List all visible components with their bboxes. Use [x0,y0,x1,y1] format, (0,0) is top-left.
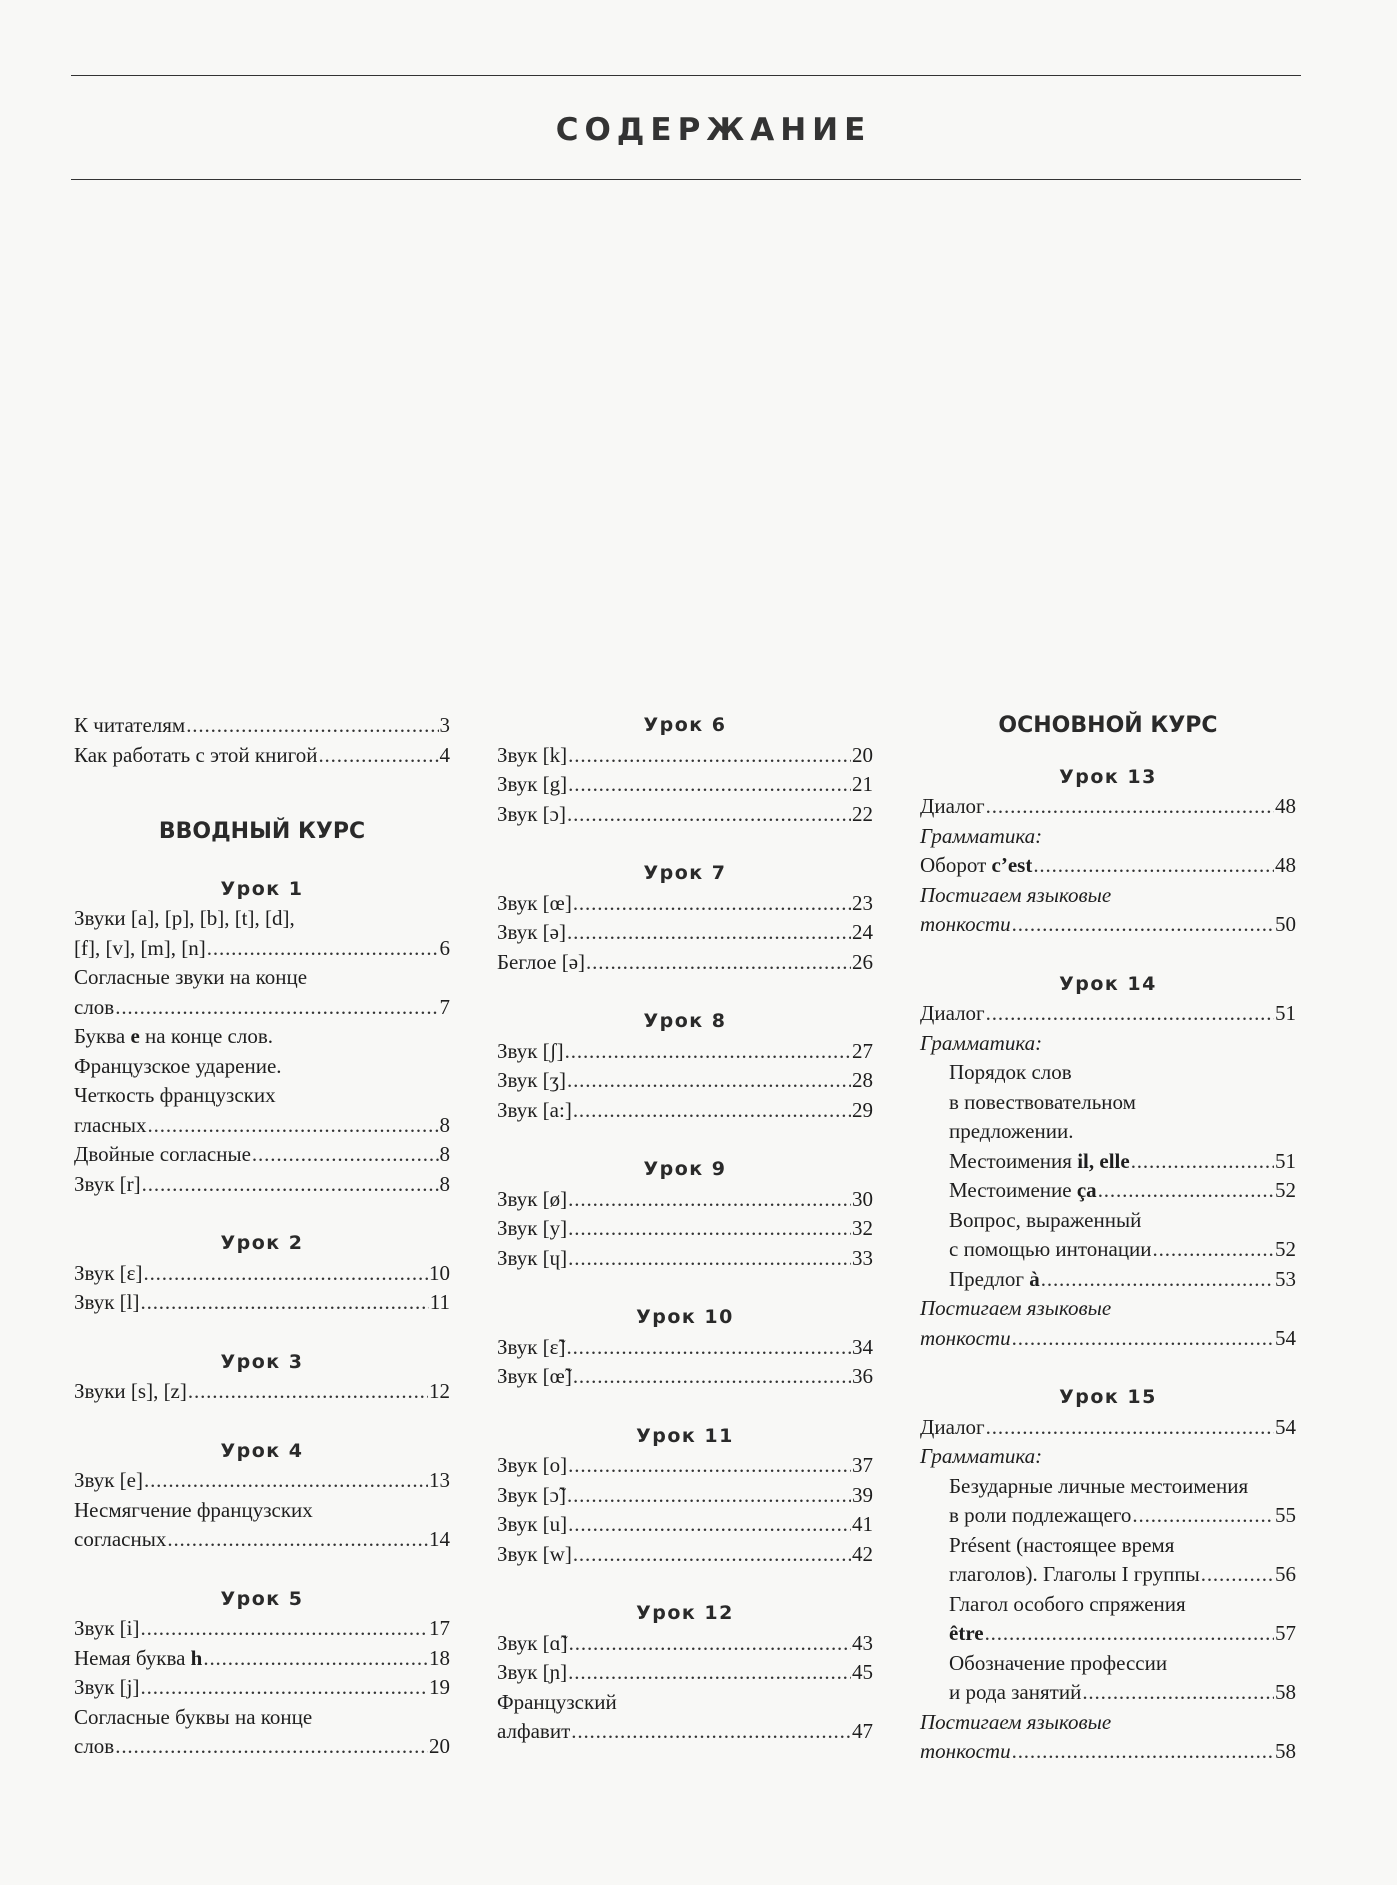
toc-entry[interactable]: К читателям . . . 3 [74,711,450,741]
toc-text: Постигаем языковые [920,882,1112,907]
toc-entry[interactable]: Звук [w] . . . 42 [497,1540,873,1570]
toc-entry[interactable]: слов . . . 7 [74,993,450,1023]
toc-entry[interactable]: Звук [r] . . . 8 [74,1170,450,1200]
toc-entry[interactable]: Беглое [ə] . . . 26 [497,948,873,978]
toc-entry[interactable]: глаголов). Глаголы I группы . . . 56 [920,1560,1296,1590]
toc-text: Четкость французских [74,1083,276,1107]
toc-text: Présent (настоящее время [949,1532,1175,1557]
toc-entry[interactable]: Оборот c’est . . . 48 [920,851,1296,881]
toc-entry[interactable]: Звук [j] . . . 19 [74,1673,450,1703]
toc-text: Несмягчение французских [74,1497,313,1522]
grammar-label: Грамматика: [920,1444,1043,1468]
toc-text: Порядок слов [949,1060,1072,1084]
toc-text: Постигаем языковые [920,1296,1112,1320]
toc-entry[interactable]: Звук [ɔ] . . . 22 [497,800,873,830]
toc-entry[interactable]: Звук [u] . . . 41 [497,1510,873,1540]
toc-entry[interactable]: в роли подлежащего . . . 55 [920,1501,1296,1531]
page-title: СОДЕРЖАНИЕ [555,112,872,148]
toc-text: Согласные звуки на конце [74,965,308,989]
toc-entry[interactable]: être . . . 57 [920,1619,1296,1649]
lesson-heading: Урок 1 [220,877,304,900]
toc-text: Буква e на конце слов. [74,1024,273,1048]
toc-entry[interactable]: и рода занятий . . . 58 [920,1678,1296,1708]
toc-entry[interactable]: Как работать с этой книгой . . . 4 [74,741,450,771]
toc-entry[interactable]: Местоимение ça . . . 52 [920,1176,1296,1206]
toc-entry[interactable]: Звук [ɲ] . . . 45 [497,1658,873,1688]
toc-entry[interactable]: Звук [ε] . . . 10 [74,1259,450,1289]
lesson-heading: Урок 13 [1059,765,1157,788]
lesson-heading: Урок 11 [636,1424,734,1447]
toc-entry[interactable]: Немая буква h . . . 18 [74,1644,450,1674]
toc-entry[interactable]: Звук [œ] . . . 23 [497,889,873,919]
toc-entry[interactable]: Предлог à . . . 53 [920,1265,1296,1295]
toc-entry[interactable]: согласных . . . 14 [74,1525,450,1555]
toc-text: в повествовательном [949,1089,1136,1114]
toc-entry[interactable]: тонкости . . . 58 [920,1737,1296,1767]
toc-entry[interactable]: Звук [œ̃] . . . 36 [497,1362,873,1392]
toc-entry[interactable]: Звуки [s], [z] . . . 12 [74,1377,450,1407]
lesson-heading: Урок 10 [636,1306,734,1328]
toc-column-3 [920,711,1296,1767]
lesson-heading: Урок 7 [643,862,727,884]
section-heading-intro: ВВОДНЫЙ КУРС [158,819,366,844]
toc-entry[interactable]: Звук [ʒ] . . . 28 [497,1066,873,1096]
toc-entry[interactable]: Звук [g] . . . 21 [497,770,873,800]
toc-entry[interactable]: Звук [ɛ̃] . . . 34 [497,1333,873,1363]
toc-entry[interactable]: тонкости . . . 50 [920,910,1296,940]
top-rule [71,75,1301,76]
grammar-label: Грамматика: [920,823,1043,848]
toc-entry[interactable]: с помощью интонации . . . 52 [920,1235,1296,1265]
toc-entry[interactable]: Звук [ʃ] . . . 27 [497,1037,873,1067]
toc-entry[interactable]: слов . . . 20 [74,1732,450,1762]
toc-text: предложении. [949,1119,1074,1143]
toc-entry[interactable]: Двойные согласные . . . 8 [74,1140,450,1170]
toc-entry[interactable]: Звук [i] . . . 17 [74,1614,450,1644]
grammar-label: Грамматика: [920,1030,1043,1055]
toc-text: Глагол особого спряжения [949,1591,1186,1616]
lesson-heading: Урок 12 [636,1602,734,1624]
lesson-heading: Урок 8 [643,1010,727,1032]
toc-text: Безударные личные местоимения [949,1473,1249,1498]
toc-entry[interactable]: алфавит . . . 47 [497,1717,873,1747]
lesson-heading: Урок 4 [220,1439,304,1462]
toc-entry[interactable]: Звук [y] . . . 32 [497,1214,873,1244]
toc-entry[interactable]: [f], [v], [m], [n] . . . 6 [74,934,450,964]
lesson-heading: Урок 3 [220,1350,304,1373]
toc-entry[interactable]: Диалог . . . 51 [920,999,1296,1029]
toc-entry[interactable]: Звук [ɥ] . . . 33 [497,1244,873,1274]
toc-entry[interactable]: гласных . . . 8 [74,1111,450,1141]
toc-entry[interactable]: Диалог . . . 54 [920,1413,1296,1443]
toc-entry[interactable]: Звук [ø] . . . 30 [497,1185,873,1215]
toc-text: Постигаем языковые [920,1709,1112,1734]
toc-text: Обозначение профессии [949,1650,1168,1675]
lesson-heading: Урок 14 [1059,972,1157,995]
toc-column-1 [74,711,450,1762]
lesson-heading: Урок 6 [643,714,727,736]
toc-entry[interactable]: Звук [l] . . . 11 [74,1288,450,1318]
lesson-heading: Урок 2 [220,1232,304,1254]
toc-entry[interactable]: Местоимения il, elle . . . 51 [920,1147,1296,1177]
toc-text: Французский [497,1689,617,1714]
lesson-heading: Урок 9 [643,1158,727,1180]
toc-entry[interactable]: Диалог . . . 48 [920,792,1296,822]
toc-entry[interactable]: Звук [o] . . . 37 [497,1451,873,1481]
lesson-heading: Урок 5 [220,1587,304,1610]
toc-text: Звуки [a], [p], [b], [t], [d], [74,906,295,930]
toc-text: Вопрос, выраженный [949,1207,1142,1232]
toc-entry[interactable]: Звук [e] . . . 13 [74,1466,450,1496]
toc-entry[interactable]: Звук [ɔ̃] . . . 39 [497,1481,873,1511]
toc-entry[interactable]: тонкости . . . 54 [920,1324,1296,1354]
toc-column-2 [497,711,873,1747]
toc-entry[interactable]: Звук [k] . . . 20 [497,741,873,771]
toc-entry[interactable]: Звук [ə] . . . 24 [497,918,873,948]
title-underline [71,179,1301,180]
toc-text: Французское ударение. [74,1053,282,1078]
toc-entry[interactable]: Звук [a:] . . . 29 [497,1096,873,1126]
toc-entry[interactable]: Звук [ɑ̃] . . . 43 [497,1629,873,1659]
toc-text: Согласные буквы на конце [74,1704,313,1729]
lesson-heading: Урок 15 [1059,1386,1157,1408]
section-heading-main: ОСНОВНОЙ КУРС [998,713,1218,738]
